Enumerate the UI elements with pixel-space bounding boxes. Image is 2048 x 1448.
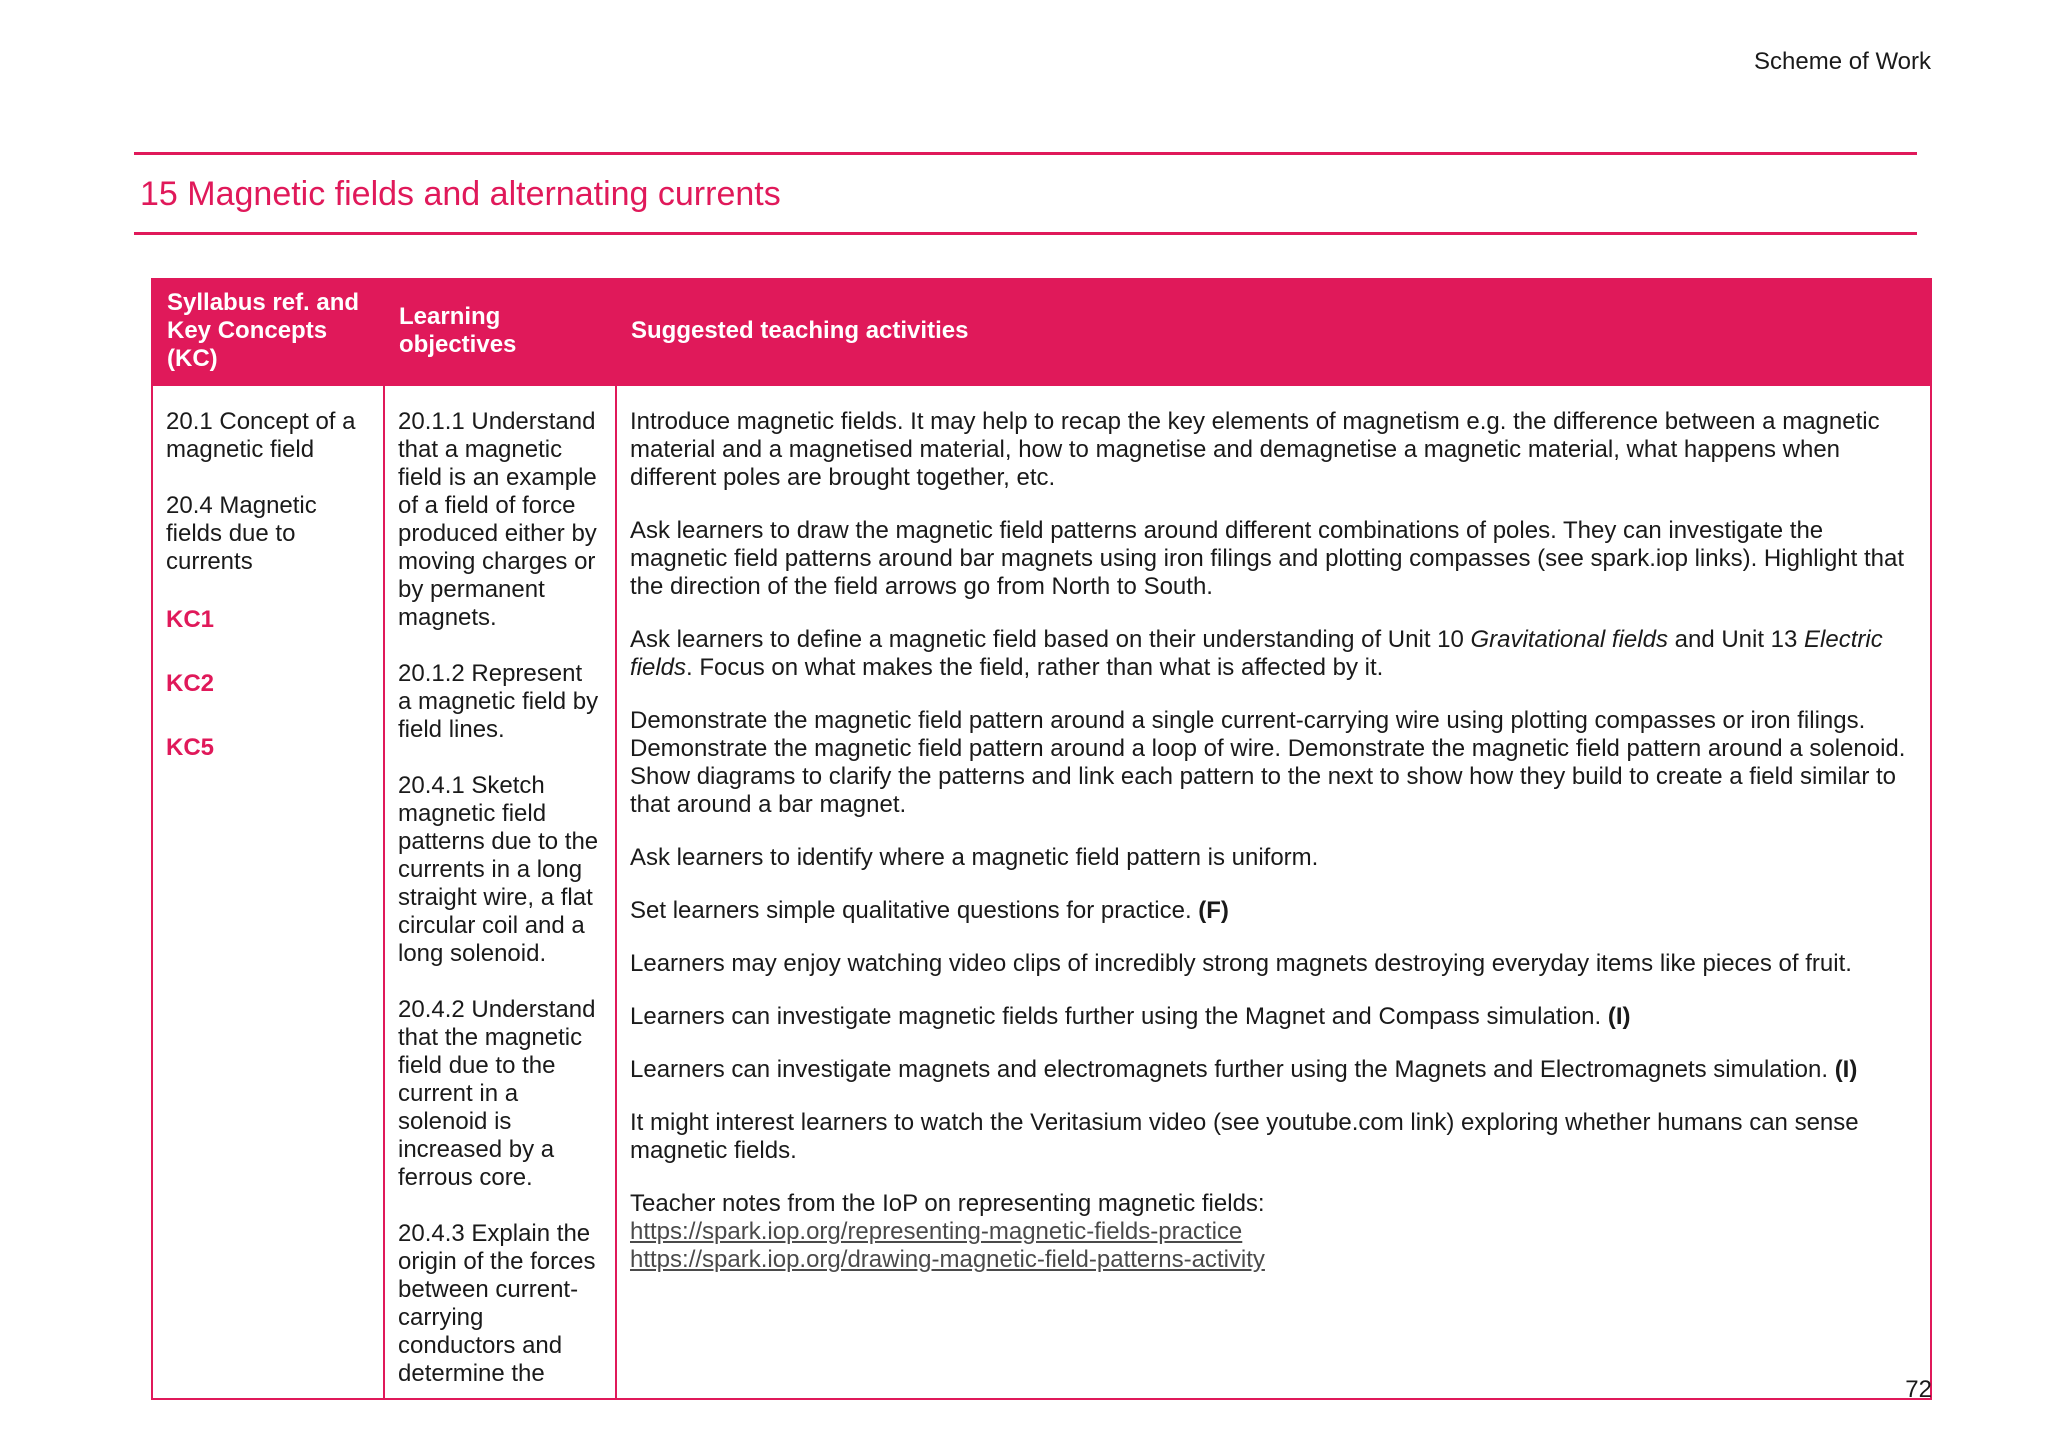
activity-text: . Focus on what makes the field, rather than what is affected by it.	[686, 654, 1384, 681]
syllabus-ref-cell	[152, 385, 384, 1399]
activity-paragraph	[630, 1190, 1916, 1274]
activity-paragraph: It might interest learners to watch the Veritasium video (see youtube.com link) exploring whether humans can sense magnetic fields.	[630, 1109, 1859, 1164]
table-row	[152, 385, 1931, 1399]
activity-paragraph	[630, 1056, 1916, 1084]
key-concept-kc2: KC2	[166, 670, 215, 697]
activity-text: Set learners simple qualitative questions for practice.	[630, 897, 1199, 924]
spark-link-representing[interactable]: https://spark.iop.org/representing-magnetic-fields-practice	[630, 1218, 1243, 1245]
objective-item: 20.4.1 Sketch magnetic field patterns due to the currents in a long straight wire, a flat circular coil and a long solenoid.	[398, 772, 599, 967]
activity-tag: (I)	[1834, 1056, 1858, 1083]
activity-text: and Unit 13	[1667, 626, 1805, 653]
syllabus-ref-item: 20.4 Magnetic fields due to currents	[166, 492, 317, 575]
key-concept-kc5: KC5	[166, 734, 215, 761]
title-bottom-rule	[134, 232, 1917, 235]
activity-paragraph	[630, 626, 1916, 682]
activity-paragraph: Ask learners to identify where a magnetic field pattern is uniform.	[630, 844, 1319, 871]
objective-item: 20.1.2 Represent a magnetic field by field lines.	[398, 660, 599, 743]
activity-paragraph	[630, 1003, 1916, 1031]
activity-paragraph: Ask learners to draw the magnetic field patterns around different combinations of poles. They can investigate the magnetic field patterns around bar magnets using iron filings and plotting compasses (see spark.iop links). Highlight that the direction of the field arrows go from North to South.	[630, 517, 1905, 600]
page-number: 72	[1905, 1376, 1932, 1403]
activity-tag: (F)	[1198, 897, 1229, 924]
table-header-row	[152, 278, 1931, 385]
header-teaching-activities: Suggested teaching activities	[616, 278, 1931, 385]
activity-tag: (I)	[1607, 1003, 1631, 1030]
activity-italic-text: Gravitational fields	[1470, 626, 1668, 653]
activity-text: Teacher notes from the IoP on representing magnetic fields:	[630, 1190, 1265, 1217]
key-concept-kc1: KC1	[166, 606, 215, 633]
activity-text: Learners can investigate magnetic fields further using the Magnet and Compass simulation.	[630, 1003, 1608, 1030]
spark-link-drawing[interactable]: https://spark.iop.org/drawing-magnetic-field-patterns-activity	[630, 1246, 1265, 1273]
activity-paragraph: Demonstrate the magnetic field pattern around a single current-carrying wire using plotting compasses or iron filings. Demonstrate the magnetic field pattern around a loop of wire. Demonstrate the magnetic field pattern around a solenoid. Show diagrams to clarify the patterns and link each pattern to the next to show how they build to create a field similar to that around a bar magnet.	[630, 707, 1906, 818]
document-header-label: Scheme of Work	[1754, 48, 1931, 75]
syllabus-ref-item: 20.1 Concept of a magnetic field	[166, 408, 356, 463]
activity-text: Ask learners to define a magnetic field based on their understanding of Unit 10	[630, 626, 1471, 653]
objective-item: 20.4.3 Explain the origin of the forces between current-carrying conductors and determine the	[398, 1220, 596, 1387]
page-title: 15 Magnetic fields and alternating currents	[140, 175, 781, 213]
header-learning-objectives: Learning objectives	[384, 278, 616, 385]
title-top-rule	[134, 152, 1917, 155]
objective-item: 20.1.1 Understand that a magnetic field is an example of a field of force produced either by moving charges or by permanent magnets.	[398, 408, 597, 631]
activity-paragraph: Learners may enjoy watching video clips of incredibly strong magnets destroying everyday items like pieces of fruit.	[630, 950, 1852, 977]
learning-objectives-cell	[384, 385, 616, 1399]
activity-italic-text: Electric fields	[630, 626, 1883, 681]
header-syllabus-ref: Syllabus ref. and Key Concepts (KC)	[152, 278, 384, 385]
objective-item: 20.4.2 Understand that the magnetic field due to the current in a solenoid is increased by a ferrous core.	[398, 996, 596, 1191]
activity-text: Learners can investigate magnets and electromagnets further using the Magnets and Electromagnets simulation.	[630, 1056, 1835, 1083]
activity-paragraph	[630, 897, 1916, 925]
scheme-of-work-table	[151, 278, 1932, 1400]
activity-paragraph: Introduce magnetic fields. It may help to recap the key elements of magnetism e.g. the difference between a magnetic material and a magnetised material, how to magnetise and demagnetise a magnetic material, what happens when different poles are brought together, etc.	[630, 408, 1880, 491]
teaching-activities-cell	[616, 385, 1931, 1399]
